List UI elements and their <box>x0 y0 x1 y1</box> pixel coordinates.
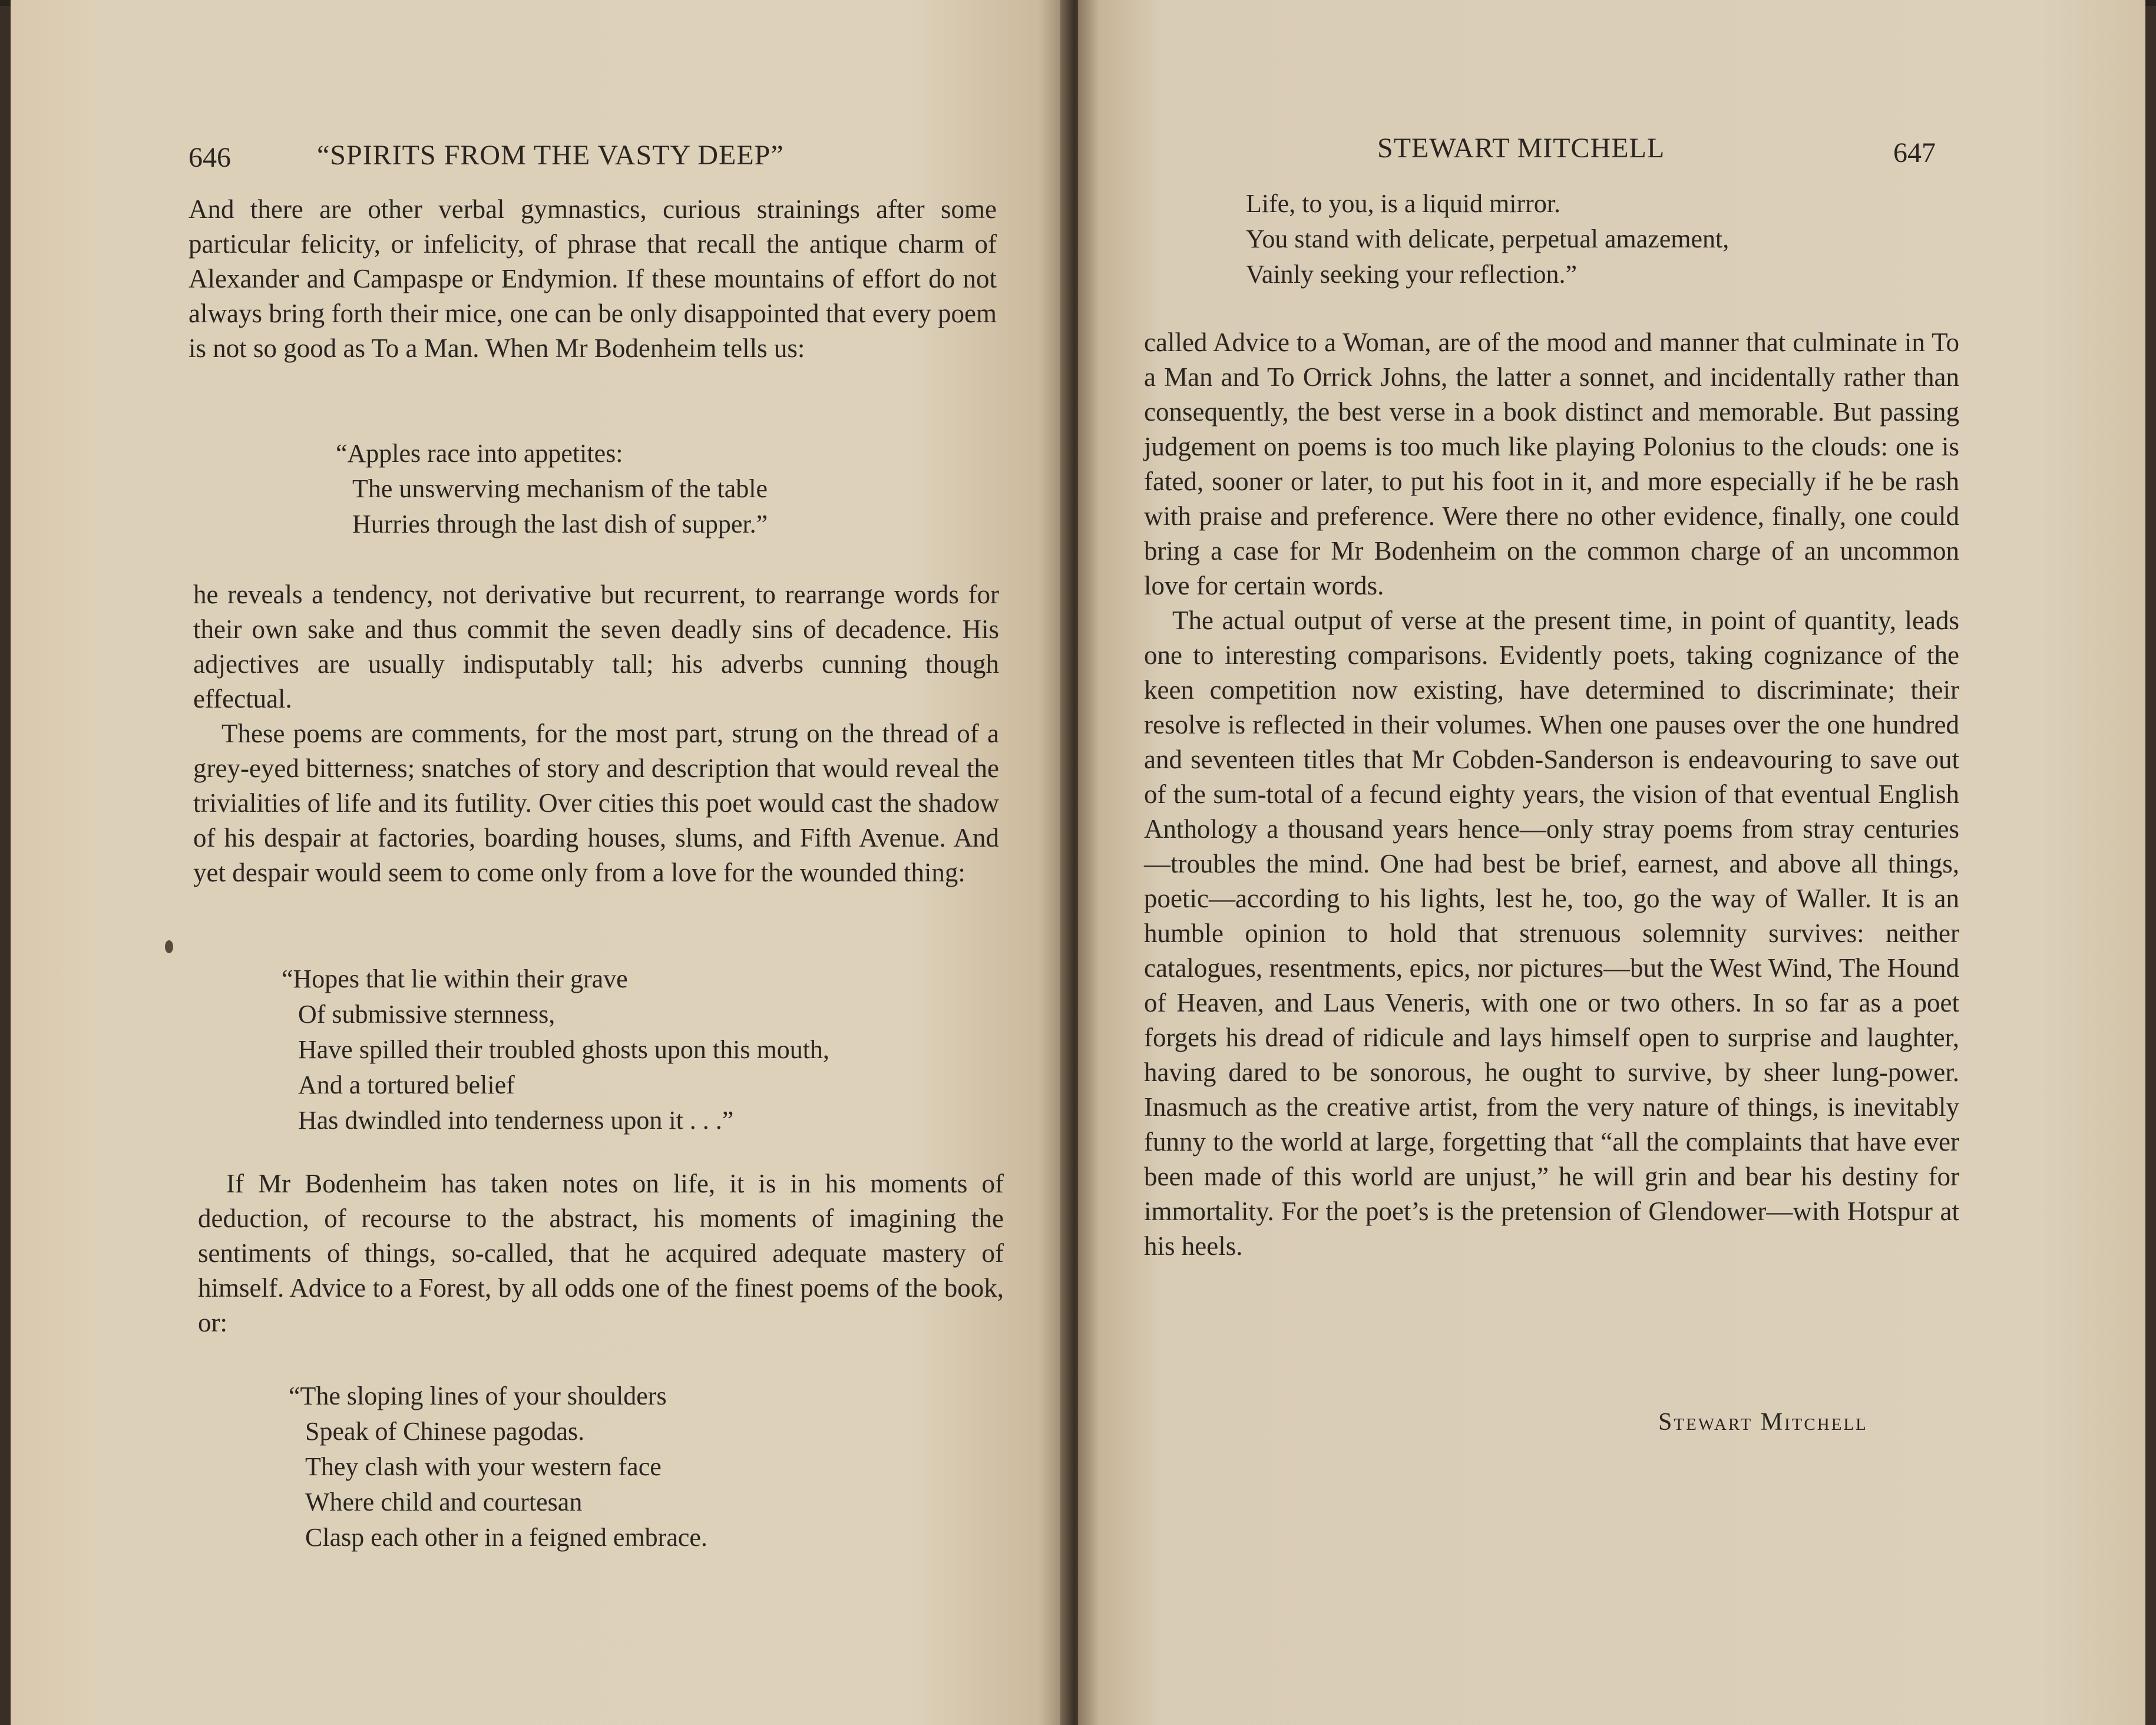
poem-line: Vainly seeking your reflection.” <box>1246 260 1578 289</box>
poem-line: Have spilled their troubled ghosts upon this mouth, <box>298 1035 829 1064</box>
poem-line: Of submissive sternness, <box>298 1000 555 1029</box>
left-paragraph-1: And there are other verbal gymnastics, curious strainings after some particular felicity, or infelicity, of phrase that recall the antique charm of Alexander and Campaspe or Endymion. If these mountains of effort do not always bring forth their mice, one can be only disappointed that every poem is not so good as To a Man. When Mr Bodenheim tells us: <box>189 194 997 363</box>
poem-line: “Apples race into appetites: <box>336 439 623 468</box>
poem-line: Clasp each other in a feigned embrace. <box>305 1523 707 1552</box>
poem-line: The unswerving mechanism of the table <box>352 474 768 503</box>
poem-line: And a tortured belief <box>298 1070 515 1099</box>
right-paragraph-1: called Advice to a Woman, are of the mood and manner that culminate in To a Man and To Orrick Johns, the latter a sonnet, and incidentally rather than consequently, the best verse in a book distinct and memorable. But passing judgement on poems is too much like playing Polonius to the clouds: one is fated, sooner or later, to put his foot in it, and more especially if he be rash with praise and preference. Were there no other evidence, finally, one could bring a case for Mr Bodenheim on the common charge of an uncommon love for certain words. <box>1144 328 1959 600</box>
right-page <box>1078 0 2145 1725</box>
author-signature: Stewart Mitchell <box>1658 1409 1868 1436</box>
left-poem-2 <box>282 961 829 1138</box>
paper-speck <box>165 940 173 953</box>
left-paragraph-2: he reveals a tendency, not derivative but recurrent, to rearrange words for their own sake and thus commit the seven deadly sins of decadence. His adjectives are usually indisputably tall; his adverbs cunning though effectual. <box>193 580 999 713</box>
poem-line: Life, to you, is a liquid mirror. <box>1246 189 1561 218</box>
right-page-number: 647 <box>1893 137 1936 168</box>
right-paragraph-2: The actual output of verse at the present time, in point of quantity, leads one to interesting comparisons. Evidently poets, taking cognizance of the keen competition now existing, have determined to discriminate; their resolve is reflected in their volumes. When one pauses over the one hundred and seventeen titles that Mr Cobden-Sanderson is endeavouring to save out of the sum-total of a fecund eighty years, the vision of that eventual English Anthology a thousand years hence—only stray poems from stray centuries—troubles the mind. One had best be brief, earnest, and above all things, poetic—according to his lights, lest he, too, go the way of Waller. It is an humble opinion to hold that strenuous solemnity survives: neither catalogues, resentments, epics, nor pictures—but the West Wind, The Hound of Heaven, and Laus Veneris, with one or two others. In so far as a poet forgets his dread of ridicule and lays himself open to surprise and laughter, having dared to be sonorous, he ought to survive, by sheer lung-power. Inasmuch as the creative artist, from the very nature of things, is inevitably funny to the world at large, forgetting that “all the complaints that have ever been made of this world are unjust,” he will grin and bear his destiny for immortality. For the poet’s is the pretension of Glendower—with Hotspur at his heels. <box>1144 606 1959 1261</box>
poem-line: Has dwindled into tenderness upon it . . .” <box>298 1106 734 1135</box>
poem-line: They clash with your western face <box>305 1452 662 1481</box>
right-prose-block <box>1144 325 1959 1264</box>
left-page-number: 646 <box>189 142 231 173</box>
right-running-head: STEWART MITCHELL <box>1377 133 1665 164</box>
left-prose-block-1 <box>189 192 997 366</box>
left-running-head: “SPIRITS FROM THE VASTY DEEP” <box>317 140 784 171</box>
left-page <box>11 0 1071 1725</box>
left-paragraph-4: If Mr Bodenheim has taken notes on life, it is in his moments of deduction, of recourse to the abstract, his moments of imagining the sentiments of things, so-called, that he acquired adequate mastery of himself. Advice to a Forest, by all odds one of the finest poems of the book, or: <box>198 1169 1004 1337</box>
poem-line: Hurries through the last dish of supper.” <box>352 510 768 538</box>
poem-line: “The sloping lines of your shoulders <box>289 1382 667 1410</box>
right-poem-continued <box>1246 186 1729 292</box>
left-poem-3 <box>289 1379 707 1555</box>
poem-line: “Hopes that lie within their grave <box>282 964 628 993</box>
poem-line: You stand with delicate, perpetual amazement, <box>1246 224 1730 253</box>
left-paragraph-3: These poems are comments, for the most part, strung on the thread of a grey-eyed bitterness; snatches of story and description that would reveal the trivialities of life and its futility. Over cities this poet would cast the shadow of his despair at factories, boarding houses, slums, and Fifth Avenue. And yet despair would seem to come only from a love for the wounded thing: <box>193 719 999 887</box>
poem-line: Speak of Chinese pagodas. <box>305 1417 585 1446</box>
left-poem-1 <box>336 436 768 542</box>
poem-line: Where child and courtesan <box>305 1488 583 1516</box>
left-prose-block-3 <box>198 1166 1004 1340</box>
left-prose-block-2 <box>193 577 999 890</box>
